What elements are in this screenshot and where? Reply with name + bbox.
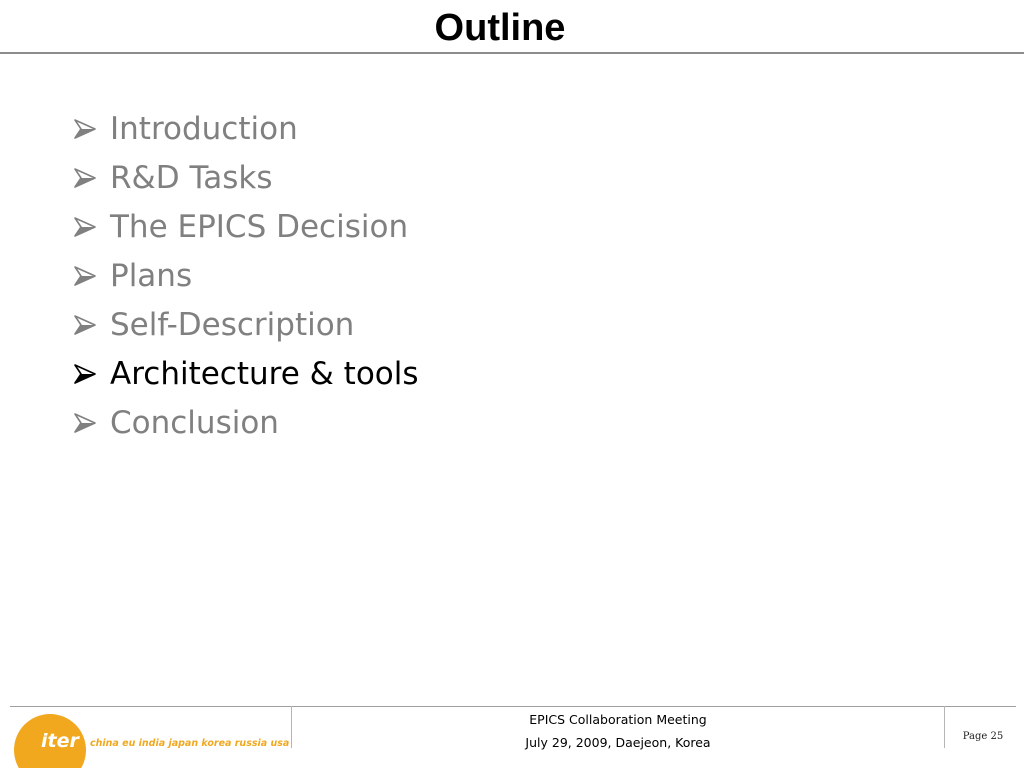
outline-item-introduction [72, 104, 419, 153]
outline-item-self-description [72, 300, 419, 349]
arrowhead-bullet-icon [72, 166, 98, 190]
arrowhead-bullet-icon [72, 264, 98, 288]
arrowhead-bullet-icon [72, 215, 98, 239]
logo-wordmark: iter [41, 730, 79, 752]
iter-logo [14, 712, 290, 768]
outline-item-plans [72, 251, 419, 300]
footer-event-name: EPICS Collaboration Meeting [529, 712, 707, 727]
outline-item-label: Plans [110, 257, 193, 294]
outline-item-label: Architecture & tools [110, 355, 419, 392]
outline-item-label: The EPICS Decision [110, 208, 409, 245]
arrowhead-bullet-icon [72, 117, 98, 141]
footer-separator [944, 706, 945, 748]
outline-item-label: Introduction [110, 110, 298, 147]
outline-item-label: Self-Description [110, 306, 355, 343]
footer-event-date: July 29, 2009, Daejeon, Korea [525, 735, 711, 750]
title-divider [0, 52, 1024, 54]
outline-item-label: R&D Tasks [110, 159, 273, 196]
outline-item-rd-tasks [72, 153, 419, 202]
footer-divider [10, 706, 1016, 707]
outline-item-conclusion [72, 398, 419, 447]
logo-members-text: china eu india japan korea russia usa [90, 738, 290, 749]
outline-list [72, 104, 419, 447]
outline-item-epics-decision [72, 202, 419, 251]
page-number: Page 25 [962, 731, 1004, 742]
outline-item-label: Conclusion [110, 404, 279, 441]
arrowhead-bullet-icon [72, 411, 98, 435]
arrowhead-bullet-icon [72, 362, 98, 386]
arrowhead-bullet-icon [72, 313, 98, 337]
outline-item-architecture-tools [72, 349, 419, 398]
slide-title: Outline [434, 7, 566, 49]
